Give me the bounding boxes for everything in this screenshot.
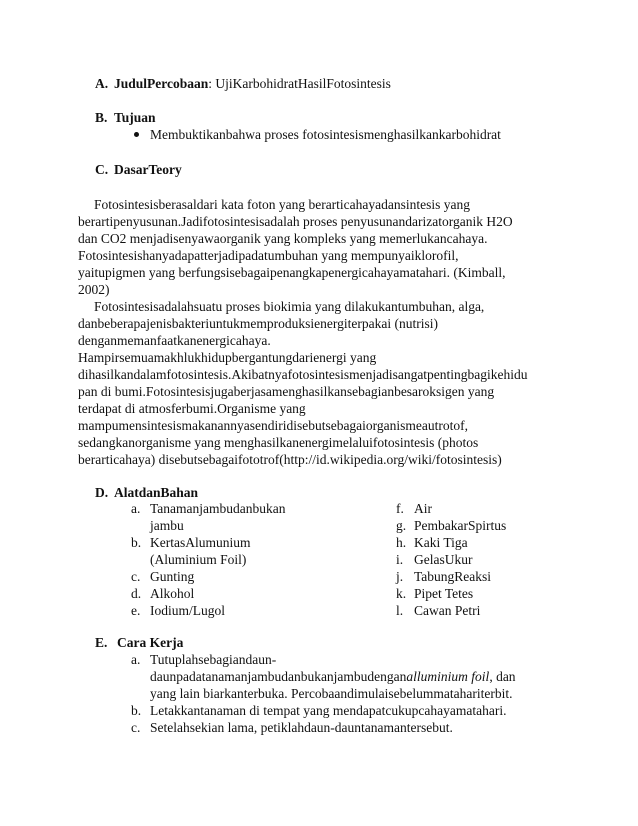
section-a-letter: A. [95, 76, 109, 91]
list-item: jambu [150, 518, 184, 533]
paragraph-line: terdapat di atmosferbumi.Organisme yang [78, 401, 306, 416]
list-item: PembakarSpirtus [414, 518, 507, 533]
list-marker: c. [131, 569, 141, 584]
list-marker: a. [131, 501, 141, 516]
step-text-italic: alluminium foil [406, 669, 490, 684]
step-marker: b. [131, 703, 142, 718]
paragraph-line: mampumensintesismakanannyasendiridisebutsebagaiorganismeautrotof, [78, 418, 469, 433]
section-c-paragraph [78, 196, 578, 468]
section-d-letter: D. [95, 485, 109, 500]
paragraph-line: Fotosintesisadalahsuatu proses biokimia yang dilakukantumbuhan, alga, [94, 299, 485, 314]
list-item: Pipet Tetes [414, 586, 474, 601]
list-item: (Aluminium Foil) [150, 552, 247, 567]
paragraph-line: berarticahaya) disebutsebagaifototrof(http://id.wikipedia.org/wiki/fotosintesis) [78, 452, 502, 467]
list-marker: g. [396, 518, 407, 533]
list-marker: e. [131, 603, 141, 618]
list-item: GelasUkur [414, 552, 473, 567]
paragraph-line: Hampirsemuamakhlukhidupbergantungdarienergi yang [78, 350, 377, 365]
section-e-letter: E. [95, 635, 108, 650]
section-c-letter: C. [95, 162, 109, 177]
section-b-letter: B. [95, 110, 108, 125]
step-text-part: daunpadatanamanjambudanbukanjambudengan [150, 669, 407, 684]
paragraph-line: danbeberapajenisbakteriuntukmemproduksienergiterpakai (nutrisi) [78, 316, 439, 331]
paragraph-line: sedangkanorganisme yang menghasilkanenergimelaluifotosintesis (photos [78, 435, 479, 450]
list-item: Tanamanjambudanbukan [150, 501, 286, 516]
paragraph-line: denganmemanfaatkanenergicahaya. [78, 333, 271, 348]
list-item: Gunting [150, 569, 195, 584]
list-marker: f. [396, 501, 404, 516]
section-c-title: DasarTeory [114, 162, 182, 177]
list-item: Cawan Petri [414, 603, 481, 618]
section-b-bullet-text: Membuktikanbahwa proses fotosintesismenghasilkankarbohidrat [150, 127, 501, 142]
paragraph-line: 2002) [78, 282, 110, 297]
step-marker: c. [131, 720, 141, 735]
list-item: KertasAlumunium [150, 535, 251, 550]
list-marker: j. [396, 569, 404, 584]
list-marker: l. [396, 603, 404, 618]
list-item: Iodium/Lugol [150, 603, 225, 618]
paragraph-line: dihasilkandalamfotosintesis.Akibatnyafotosintesismenjadisangatpentingbagikehidu [78, 367, 528, 382]
paragraph-line: Fotosintesisberasaldari kata foton yang berarticahayadansintesis yang [94, 197, 471, 212]
step-marker: a. [131, 652, 141, 667]
step-text [150, 668, 516, 685]
paragraph-line: berartipenyusunan.Jadifotosintesisadalah proses penyusunandarizatorganik H2O [78, 214, 513, 229]
paragraph-line: yaitupigmen yang berfungsisebagaipenangkapenergicahayamatahari. (Kimball, [78, 265, 506, 280]
step-text-part: , dan [489, 669, 516, 684]
step-text: Setelahsekian lama, petiklahdaun-dauntanamantersebut. [150, 720, 453, 735]
section-d-title: AlatdanBahan [114, 485, 199, 500]
bullet-dot-icon [134, 132, 139, 137]
list-item: Alkohol [150, 586, 195, 601]
section-a-value: : UjiKarbohidratHasilFotosintesis [208, 76, 391, 91]
list-item: Kaki Tiga [414, 535, 468, 550]
list-marker: i. [396, 552, 404, 567]
section-a-label: JudulPercobaan [114, 76, 209, 91]
list-marker: b. [131, 535, 142, 550]
list-item: Air [414, 501, 432, 516]
step-text: yang lain biarkanterbuka. Percobaandimulaisebelummatahariterbit. [150, 686, 513, 701]
paragraph-line: pan di bumi.Fotosintesisjugaberjasamenghasilkansebagianbesaroksigen yang [78, 384, 495, 399]
paragraph-line: dan CO2 menjadisenyawaorganik yang kompleks yang memerlukancahaya. [78, 231, 488, 246]
step-text: Tutuplahsebagiandaun- [150, 652, 277, 667]
section-b-title: Tujuan [114, 110, 156, 125]
list-marker: k. [396, 586, 407, 601]
section-e-title: Cara Kerja [117, 635, 184, 650]
step-text: Letakkantanaman di tempat yang mendapatcukupcahayamatahari. [150, 703, 507, 718]
list-marker: d. [131, 586, 142, 601]
paragraph-line: Fotosintesishanyadapatterjadipadatumbuhan yang mempunyaiklorofil, [78, 248, 459, 263]
list-marker: h. [396, 535, 407, 550]
list-item: TabungReaksi [414, 569, 492, 584]
section-a-line [114, 75, 391, 92]
